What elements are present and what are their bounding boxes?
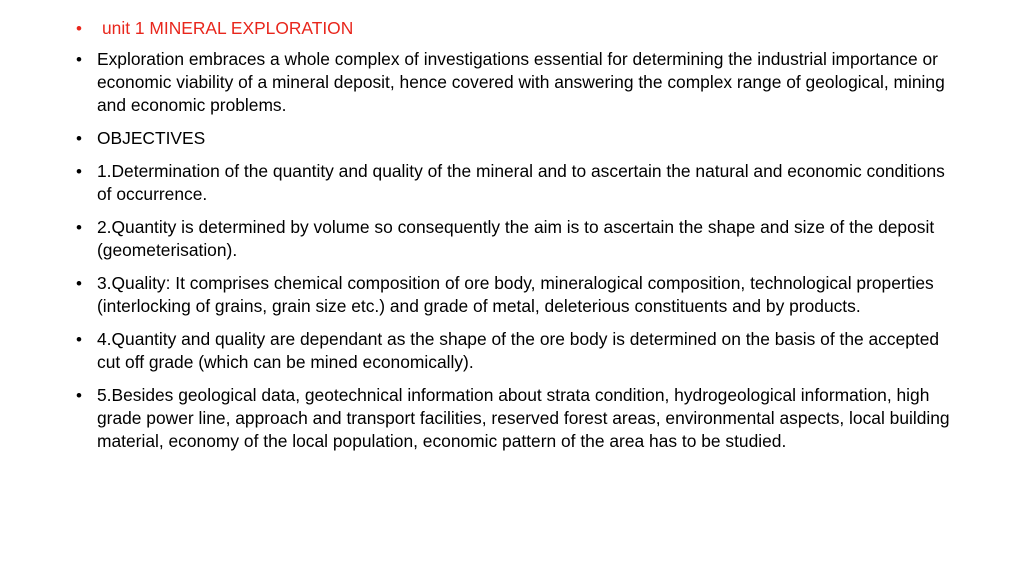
- bullet-icon: •: [76, 50, 82, 69]
- bullet-text: 5.Besides geological data, geotechnical information about strata condition, hydrogeological information, high grade power line, approach and transport facilities, reserved forest areas, environmental aspects, local building material, economy of the local population, economic pattern of the area has to be studied.: [97, 385, 950, 451]
- slide-title-text: unit 1 MINERAL EXPLORATION: [102, 18, 354, 38]
- bullet-icon: •: [76, 386, 82, 405]
- bullet-item-objective-4: [76, 328, 954, 374]
- bullet-icon: •: [76, 274, 82, 293]
- bullet-text: 2.Quantity is determined by volume so consequently the aim is to ascertain the shape and size of the deposit (geometerisation).: [97, 217, 935, 260]
- bullet-text: 1.Determination of the quantity and quality of the mineral and to ascertain the natural and economic conditions of occurrence.: [97, 161, 945, 204]
- bullet-text: 3.Quality: It comprises chemical composition of ore body, mineralogical composition, technological properties (interlocking of grains, grain size etc.) and grade of metal, deleterious constituents and by products.: [97, 273, 934, 316]
- bullet-text: 4.Quantity and quality are dependant as the shape of the ore body is determined on the basis of the accepted cut off grade (which can be mined economically).: [97, 329, 940, 372]
- bullet-item-objective-3: [76, 272, 954, 318]
- bullet-text: Exploration embraces a whole complex of investigations essential for determining the industrial importance or economic viability of a mineral deposit, hence covered with answering the complex range of geological, mining and economic problems.: [97, 49, 945, 115]
- bullet-item-objective-2: [76, 216, 954, 262]
- bullet-item-objective-5: [76, 384, 954, 453]
- bullet-icon: •: [76, 330, 82, 349]
- bullet-icon: •: [76, 129, 82, 148]
- bullet-icon: •: [76, 19, 82, 38]
- slide-title: [76, 17, 954, 40]
- bullet-item-intro: [76, 48, 954, 117]
- bullet-list: [76, 17, 954, 453]
- bullet-icon: •: [76, 162, 82, 181]
- bullet-text: OBJECTIVES: [97, 128, 206, 148]
- bullet-icon: •: [76, 218, 82, 237]
- bullet-item-objectives: [76, 127, 954, 150]
- bullet-item-objective-1: [76, 160, 954, 206]
